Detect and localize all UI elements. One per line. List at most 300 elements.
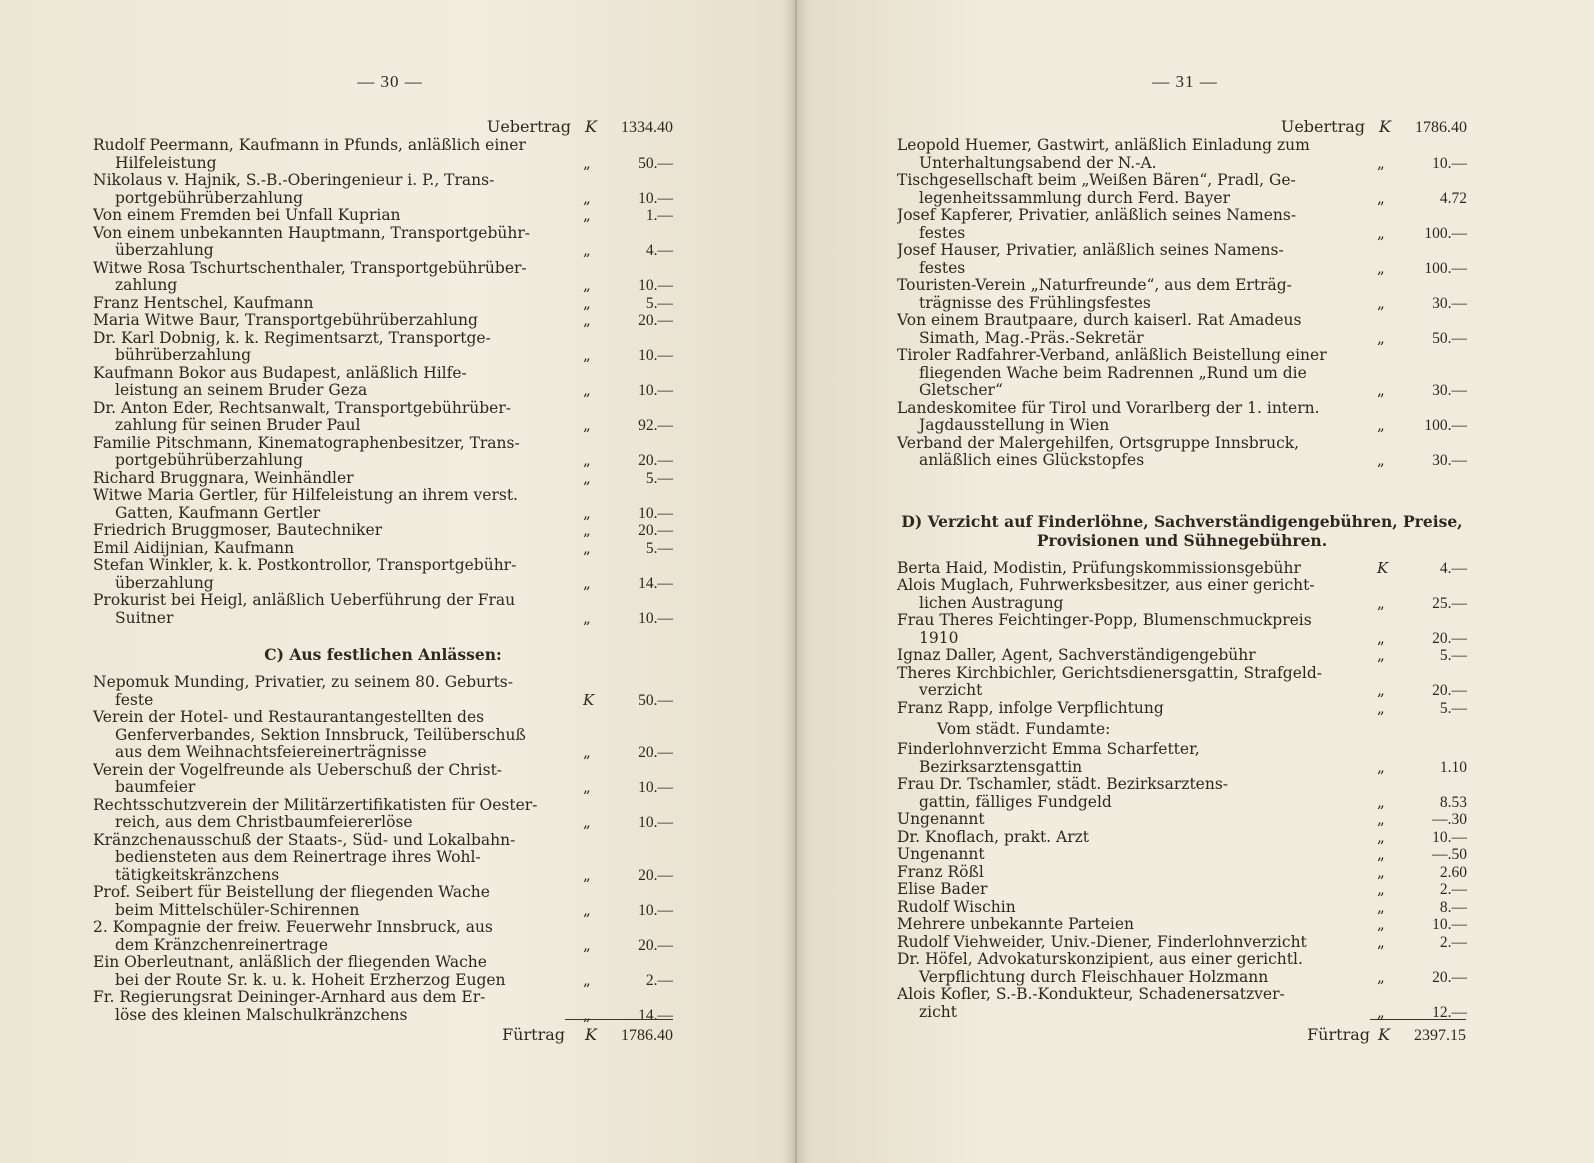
donor-line: zahlung für seinen Bruder Paul <box>115 417 361 434</box>
donor-line: Rechtsschutzverein der Militärzertifikatisten für Oester- <box>93 796 538 814</box>
donation-amount: 10.— <box>638 189 673 207</box>
donor-description <box>897 647 1377 665</box>
donor-line: Verpflichtung durch Fleischhauer Holzmann <box>919 968 1269 986</box>
donor-line: Franz Rößl <box>897 863 984 881</box>
ditto-mark: „ <box>1377 757 1385 776</box>
donor-line: Unterhaltungsabend der N.-A. <box>919 154 1157 172</box>
donor-line: Frau Theres Feichtinger-Popp, Blumenschmuckpreis <box>897 612 1312 629</box>
donation-entry <box>897 560 1467 578</box>
donation-entry <box>897 864 1467 882</box>
donor-line: portgebührüberzahlung <box>115 189 304 207</box>
donation-amount: 1.10 <box>1439 758 1467 776</box>
donation-entry <box>93 260 673 295</box>
donor-line: Ignaz Daller, Agent, Sachverständigengebühr <box>897 647 1256 664</box>
donor-description <box>93 470 583 488</box>
donation-amount: 12.— <box>1432 1003 1467 1021</box>
donation-amount: 100.— <box>1424 224 1467 242</box>
donation-amount: 50.— <box>638 154 673 172</box>
ditto-mark: „ <box>583 743 591 761</box>
donor-line: Frau Dr. Tschamler, städt. Bezirksarztens- <box>897 776 1229 793</box>
donor-line: überzahlung <box>115 574 214 592</box>
ditto-mark: „ <box>583 778 591 796</box>
ditto-mark: „ <box>1377 897 1385 916</box>
right-column <box>897 117 1467 1021</box>
carry-label: Uebertrag <box>486 117 571 136</box>
donor-description <box>93 260 583 295</box>
section-heading-line: Provisionen und Sühnegebühren. <box>1036 530 1328 550</box>
carry-amount: 1786.40 <box>1415 119 1467 136</box>
donation-amount: 2.— <box>1439 881 1467 898</box>
ditto-mark: „ <box>583 1005 591 1024</box>
donation-amount: 4.— <box>645 242 673 259</box>
donor-line: bei der Route Sr. k. u. k. Hoheit Erzherzog Eugen <box>115 971 506 989</box>
donor-description <box>897 172 1377 207</box>
donor-line: lichen Austragung <box>919 594 1064 612</box>
ditto-mark: „ <box>1377 451 1385 469</box>
ditto-mark: „ <box>583 153 591 172</box>
donation-amount: 8.— <box>1439 898 1467 916</box>
donation-entry <box>93 470 673 488</box>
donor-description <box>897 846 1377 864</box>
donation-amount: 1.— <box>645 207 673 224</box>
left-column <box>93 117 673 1024</box>
ditto-mark: „ <box>1377 932 1385 951</box>
donation-amount: 30.— <box>1432 294 1467 312</box>
ditto-mark: „ <box>583 608 591 627</box>
donation-amount: 5.— <box>1439 699 1467 717</box>
donation-list <box>897 560 1467 718</box>
ditto-mark: „ <box>583 381 591 399</box>
donor-description <box>93 762 583 797</box>
donation-entry <box>93 954 673 989</box>
donor-line: Ungenannt <box>897 846 985 863</box>
donor-line: Kränzchenausschuß der Staats-, Süd- und Lokalbahn- <box>93 831 516 849</box>
ditto-mark: „ <box>1377 698 1385 717</box>
donor-description <box>93 592 583 627</box>
donation-amount: 10.— <box>1432 154 1467 172</box>
donor-line: portgebührüberzahlung <box>115 452 304 469</box>
section-heading-line: D) Verzicht auf Finderlöhne, Sachverständigengebühren, Preise, <box>901 511 1463 531</box>
ditto-mark: „ <box>583 293 591 312</box>
donor-description <box>93 884 583 919</box>
donor-description <box>93 330 583 365</box>
donor-description <box>897 700 1377 718</box>
donation-entry <box>897 986 1467 1021</box>
donation-amount: 10.— <box>638 382 673 399</box>
carry-forward-amount: 2397.15 <box>1414 1027 1466 1044</box>
donation-entry <box>897 665 1467 700</box>
donation-list <box>93 674 673 1024</box>
donor-line: Simath, Mag.-Präs.-Sekretär <box>919 329 1144 347</box>
donation-entry <box>897 811 1467 829</box>
carry-over-row <box>897 117 1467 137</box>
donor-description <box>93 797 583 832</box>
donor-line: Josef Kapferer, Privatier, anläßlich seines Namens- <box>897 207 1297 224</box>
donor-line: Dr. Knoflach, prakt. Arzt <box>897 828 1090 846</box>
carry-forward-currency: K <box>585 1025 597 1044</box>
ditto-mark: „ <box>1377 646 1385 664</box>
donor-description <box>93 989 583 1024</box>
carry-over-row <box>93 117 673 137</box>
donation-entry <box>897 435 1467 470</box>
donor-description <box>93 295 583 313</box>
donation-entry <box>93 312 673 330</box>
subheading: Vom städt. Fundamte: <box>937 720 1111 738</box>
donation-amount: 100.— <box>1424 259 1467 277</box>
donor-line: Mehrere unbekannte Parteien <box>897 916 1135 933</box>
donor-description <box>897 776 1377 811</box>
donor-description <box>897 934 1377 952</box>
carry-forward-label: Fürtrag <box>1307 1025 1370 1044</box>
ditto-mark: „ <box>1377 328 1385 347</box>
donor-line: Landeskomitee für Tirol und Vorarlberg der 1. intern. <box>897 399 1320 417</box>
donor-line: Franz Rapp, infolge Verpflichtung <box>897 699 1164 717</box>
donation-entry <box>93 709 673 762</box>
donor-line: Verband der Malergehilfen, Ortsgruppe Innsbruck, <box>897 434 1300 452</box>
donation-amount: 4.— <box>1439 559 1467 577</box>
right-page <box>795 0 1594 1163</box>
ditto-mark: „ <box>583 813 591 831</box>
donor-description <box>897 864 1377 882</box>
donation-amount: 20.— <box>638 452 673 469</box>
donor-description <box>897 986 1377 1021</box>
donor-description <box>897 811 1377 829</box>
donor-description <box>897 312 1377 347</box>
donor-line: Dr. Höfel, Advokaturskonzipient, aus einer gerichtl. <box>897 951 1303 968</box>
donor-line: Leopold Huemer, Gastwirt, anläßlich Einladung zum <box>897 137 1310 154</box>
ditto-mark: „ <box>583 276 591 294</box>
donation-amount: 10.— <box>638 814 673 831</box>
ditto-mark: „ <box>1377 810 1385 828</box>
donation-entry <box>897 207 1467 242</box>
donation-entry <box>93 400 673 435</box>
donation-amount: 20.— <box>638 866 673 884</box>
donor-description <box>897 137 1377 172</box>
donor-line: Alois Muglach, Fuhrwerksbesitzer, aus einer gericht- <box>897 577 1315 594</box>
donor-line: Stefan Winkler, k. k. Postkontrollor, Transportgebühr- <box>93 557 517 574</box>
donor-line: Tischgesellschaft beim „Weißen Bären“, Pradl, Ge- <box>897 172 1296 189</box>
donor-description <box>93 954 583 989</box>
donation-entry <box>897 899 1467 917</box>
donor-description <box>93 365 583 400</box>
donor-description <box>897 277 1377 312</box>
donation-amount: 20.— <box>638 936 673 954</box>
donor-line: Berta Haid, Modistin, Prüfungskommissionsgebühr <box>897 559 1301 577</box>
donor-description <box>897 881 1377 899</box>
donation-amount: 2.— <box>1439 933 1467 951</box>
donor-line: Kaufmann Bokor aus Budapest, anläßlich Hilfe- <box>93 364 467 382</box>
ditto-mark: „ <box>1377 293 1385 312</box>
ditto-mark: „ <box>1377 153 1385 172</box>
donor-line: gattin, fälliges Fundgeld <box>919 793 1112 811</box>
donation-list <box>93 137 673 627</box>
donation-entry <box>897 846 1467 864</box>
ditto-mark: „ <box>583 865 591 884</box>
donor-line: Dr. Anton Eder, Rechtsanwalt, Transportgebührüber- <box>93 399 512 417</box>
donor-description <box>93 832 583 885</box>
donor-description <box>93 540 583 558</box>
donor-line: Finderlohnverzicht Emma Scharfetter, <box>897 741 1200 758</box>
ditto-mark: „ <box>583 468 591 487</box>
donation-entry <box>93 295 673 313</box>
donation-entry <box>93 365 673 400</box>
ditto-mark: „ <box>583 935 591 954</box>
ditto-mark: „ <box>583 900 591 919</box>
donor-line: Von einem Brautpaare, durch kaiserl. Rat Amadeus <box>897 312 1302 329</box>
carry-amount: 1334.40 <box>621 119 673 136</box>
donor-description <box>897 400 1377 435</box>
donor-description <box>897 435 1377 470</box>
donor-line: zicht <box>919 1003 958 1021</box>
donor-line: anläßlich eines Glückstopfes <box>919 452 1145 469</box>
donor-description <box>897 612 1377 647</box>
donation-entry <box>897 577 1467 612</box>
donation-amount: 2.60 <box>1439 863 1467 881</box>
donation-entry <box>93 487 673 522</box>
donor-line: Rudolf Peermann, Kaufmann in Pfunds, anläßlich einer <box>93 137 526 154</box>
ditto-mark: „ <box>1377 915 1385 933</box>
donor-line: Theres Kirchbichler, Gerichtsdienersgattin, Strafgeld- <box>897 664 1323 682</box>
donor-description <box>897 577 1377 612</box>
ditto-mark: „ <box>1377 967 1385 986</box>
donation-amount: —.50 <box>1432 846 1467 863</box>
section-heading: C) Aus festlichen Anlässen: <box>264 645 502 664</box>
donor-line: Witwe Rosa Tschurtschenthaler, Transportgebührüber- <box>93 259 527 277</box>
donor-line: Elise Bader <box>897 881 988 898</box>
donor-line: Hilfeleistung <box>115 154 217 172</box>
donor-line: bediensteten aus dem Reinertrage ihres Wohl- <box>115 849 481 866</box>
donor-description <box>897 242 1377 277</box>
carry-forward-currency: K <box>1378 1025 1390 1044</box>
donation-list <box>897 741 1467 1021</box>
ditto-mark: „ <box>1377 381 1385 399</box>
donor-description <box>93 487 583 522</box>
donor-line: 1910 <box>919 629 959 647</box>
donation-amount: 2.— <box>645 971 673 989</box>
donor-description <box>93 207 583 225</box>
ditto-mark: „ <box>583 416 591 434</box>
donor-line: Familie Pitschmann, Kinematographenbesitzer, Trans- <box>93 434 520 452</box>
donor-description <box>897 951 1377 986</box>
ditto-mark: „ <box>1377 880 1385 898</box>
donor-line: überzahlung <box>115 242 214 259</box>
ditto-mark: „ <box>583 503 591 522</box>
donation-entry <box>897 776 1467 811</box>
donation-amount: 20.— <box>1432 629 1467 647</box>
donor-line: Von einem Fremden bei Unfall Kuprian <box>93 207 401 224</box>
ditto-mark: „ <box>1377 862 1385 881</box>
carry-forward-row <box>502 1019 673 1045</box>
ditto-mark: „ <box>583 188 591 207</box>
donor-line: Genferverbandes, Sektion Innsbruck, Teilüberschuß <box>115 726 526 744</box>
ditto-mark: „ <box>1377 416 1385 434</box>
donation-amount: 10.— <box>638 504 673 522</box>
donation-entry <box>93 522 673 540</box>
donor-line: Gletscher“ <box>919 382 1003 399</box>
donor-description <box>93 400 583 435</box>
book-gutter <box>783 0 809 1163</box>
donor-line: Touristen-Verein „Naturfreunde“, aus dem Erträg- <box>897 277 1292 294</box>
donor-description <box>93 172 583 207</box>
donation-entry <box>897 242 1467 277</box>
donor-line: festes <box>919 259 966 277</box>
donor-line: Von einem unbekannten Hauptmann, Transportgebühr- <box>93 224 530 242</box>
donor-description <box>93 435 583 470</box>
ditto-mark: „ <box>1377 628 1385 647</box>
donor-line: Josef Hauser, Privatier, anläßlich seines Namens- <box>897 242 1284 259</box>
donation-amount: 10.— <box>638 347 673 364</box>
donor-line: aus dem Weihnachtsfeiereinerträgnisse <box>115 744 427 761</box>
donor-description <box>93 557 583 592</box>
donation-list <box>897 137 1467 470</box>
left-page <box>0 0 795 1163</box>
ditto-mark: „ <box>583 346 591 364</box>
donation-entry <box>897 347 1467 400</box>
donor-line: Prof. Seibert für Beistellung der fliegenden Wache <box>93 884 490 901</box>
ditto-mark: K <box>1377 558 1389 577</box>
carry-currency: K <box>1379 117 1391 136</box>
ditto-mark: „ <box>1377 681 1385 699</box>
donor-line: Tiroler Radfahrer-Verband, anläßlich Beistellung einer <box>897 347 1327 364</box>
donor-description <box>897 560 1377 578</box>
donation-amount: 5.— <box>645 294 673 312</box>
donation-amount: 10.— <box>638 901 673 919</box>
ditto-mark: „ <box>583 573 591 592</box>
donation-entry <box>93 884 673 919</box>
donor-line: leistung an seinem Bruder Geza <box>115 382 368 399</box>
donation-amount: 30.— <box>1432 452 1467 469</box>
donor-description <box>93 137 583 172</box>
donation-amount: 20.— <box>638 312 673 329</box>
section-heading <box>897 512 1467 550</box>
donation-amount: 5.— <box>645 539 673 557</box>
donation-entry <box>897 172 1467 207</box>
page-number: — 30 — <box>357 72 423 91</box>
donation-entry <box>897 400 1467 435</box>
donor-line: Nepomuk Munding, Privatier, zu seinem 80. Geburts- <box>93 674 513 691</box>
donation-amount: 100.— <box>1424 417 1467 434</box>
donor-description <box>897 829 1377 847</box>
carry-currency: K <box>585 117 597 136</box>
donation-entry <box>897 829 1467 847</box>
donor-line: trägnisse des Frühlingsfestes <box>919 294 1151 312</box>
donor-line: Gatten, Kaufmann Gertler <box>115 504 321 522</box>
donor-line: Maria Witwe Baur, Transportgebührüberzahlung <box>93 312 478 329</box>
donation-entry <box>897 934 1467 952</box>
donor-line: Prokurist bei Heigl, anläßlich Ueberführung der Frau <box>93 592 516 609</box>
donation-entry <box>93 225 673 260</box>
donor-line: Jagdausstellung in Wien <box>919 417 1110 434</box>
donation-entry <box>93 919 673 954</box>
donation-entry <box>897 647 1467 665</box>
donation-entry <box>93 435 673 470</box>
donor-line: Friedrich Bruggmoser, Bautechniker <box>93 522 383 539</box>
donor-description <box>93 312 583 330</box>
ditto-mark: „ <box>1377 845 1385 863</box>
donor-line: Witwe Maria Gertler, für Hilfeleistung an ihrem verst. <box>93 487 518 504</box>
donor-line: zahlung <box>115 277 178 294</box>
donation-entry <box>897 951 1467 986</box>
donation-entry <box>93 592 673 627</box>
donation-amount: 20.— <box>1432 968 1467 986</box>
donor-line: Franz Hentschel, Kaufmann <box>93 294 314 312</box>
ditto-mark: „ <box>583 206 591 224</box>
ditto-mark: „ <box>583 311 591 329</box>
donation-amount: 10.— <box>1432 916 1467 933</box>
ditto-mark: K <box>583 690 595 709</box>
ditto-mark: „ <box>583 451 591 469</box>
donor-line: Ungenannt <box>897 811 985 828</box>
donor-line: legenheitssammlung durch Ferd. Bayer <box>919 189 1231 207</box>
donor-line: festes <box>919 224 966 242</box>
donation-amount: 20.— <box>638 522 673 539</box>
donation-amount: 50.— <box>1432 329 1467 347</box>
donation-entry <box>93 557 673 592</box>
donation-amount: 10.— <box>638 609 673 627</box>
donor-line: löse des kleinen Malschulkränzchens <box>115 1006 408 1024</box>
donation-amount: 5.— <box>1439 647 1467 664</box>
carry-forward-row <box>1307 1019 1466 1045</box>
donation-amount: 4.72 <box>1439 189 1467 207</box>
donation-amount: 20.— <box>1432 682 1467 699</box>
donor-line: Emil Aidijnian, Kaufmann <box>93 539 295 557</box>
donor-description <box>897 916 1377 934</box>
donor-line: Rudolf Wischin <box>897 898 1016 916</box>
donation-amount: 10.— <box>1432 828 1467 846</box>
donation-entry <box>897 700 1467 718</box>
ditto-mark: „ <box>1377 1002 1385 1021</box>
ditto-mark: „ <box>583 241 591 259</box>
donation-entry <box>897 137 1467 172</box>
donor-line: Verein der Vogelfreunde als Ueberschuß der Christ- <box>93 761 503 779</box>
donation-entry <box>897 312 1467 347</box>
donor-line: verzicht <box>919 682 983 699</box>
donor-line: baumfeier <box>115 779 196 796</box>
ditto-mark: „ <box>1377 593 1385 612</box>
donor-line: 2. Kompagnie der freiw. Feuerwehr Innsbruck, aus <box>93 919 493 936</box>
donation-amount: 92.— <box>638 417 673 434</box>
donor-line: Fr. Regierungsrat Deininger-Arnhard aus dem Er- <box>93 989 486 1006</box>
ditto-mark: „ <box>1377 258 1385 277</box>
donation-entry <box>897 741 1467 776</box>
donation-amount: 14.— <box>638 1006 673 1024</box>
donation-entry <box>897 881 1467 899</box>
donation-entry <box>93 540 673 558</box>
donation-entry <box>93 674 673 709</box>
donation-entry <box>897 277 1467 312</box>
ditto-mark: „ <box>1377 188 1385 207</box>
ditto-mark: „ <box>1377 792 1385 811</box>
donor-line: bührüberzahlung <box>115 347 252 364</box>
donor-description <box>93 709 583 762</box>
donor-line: Richard Bruggnara, Weinhändler <box>93 469 354 487</box>
donor-line: beim Mittelschüler-Schirennen <box>115 901 360 919</box>
donor-line: Nikolaus v. Hajnik, S.-B.-Oberingenieur i. P., Trans- <box>93 172 495 189</box>
donor-line: fliegenden Wache beim Radrennen „Rund um die <box>919 364 1307 382</box>
donor-line: Suitner <box>115 609 174 627</box>
ditto-mark: „ <box>1377 827 1385 846</box>
carry-forward-label: Fürtrag <box>502 1025 565 1044</box>
donor-description <box>93 225 583 260</box>
donor-line: Alois Kofler, S.-B.-Kondukteur, Schadenersatzver- <box>897 986 1285 1003</box>
donor-description <box>93 919 583 954</box>
donation-amount: 30.— <box>1432 382 1467 399</box>
ditto-mark: „ <box>1377 223 1385 242</box>
donation-amount: 8.53 <box>1439 793 1467 811</box>
donation-entry <box>93 172 673 207</box>
carry-label: Uebertrag <box>1280 117 1365 136</box>
ditto-mark: „ <box>583 521 591 539</box>
